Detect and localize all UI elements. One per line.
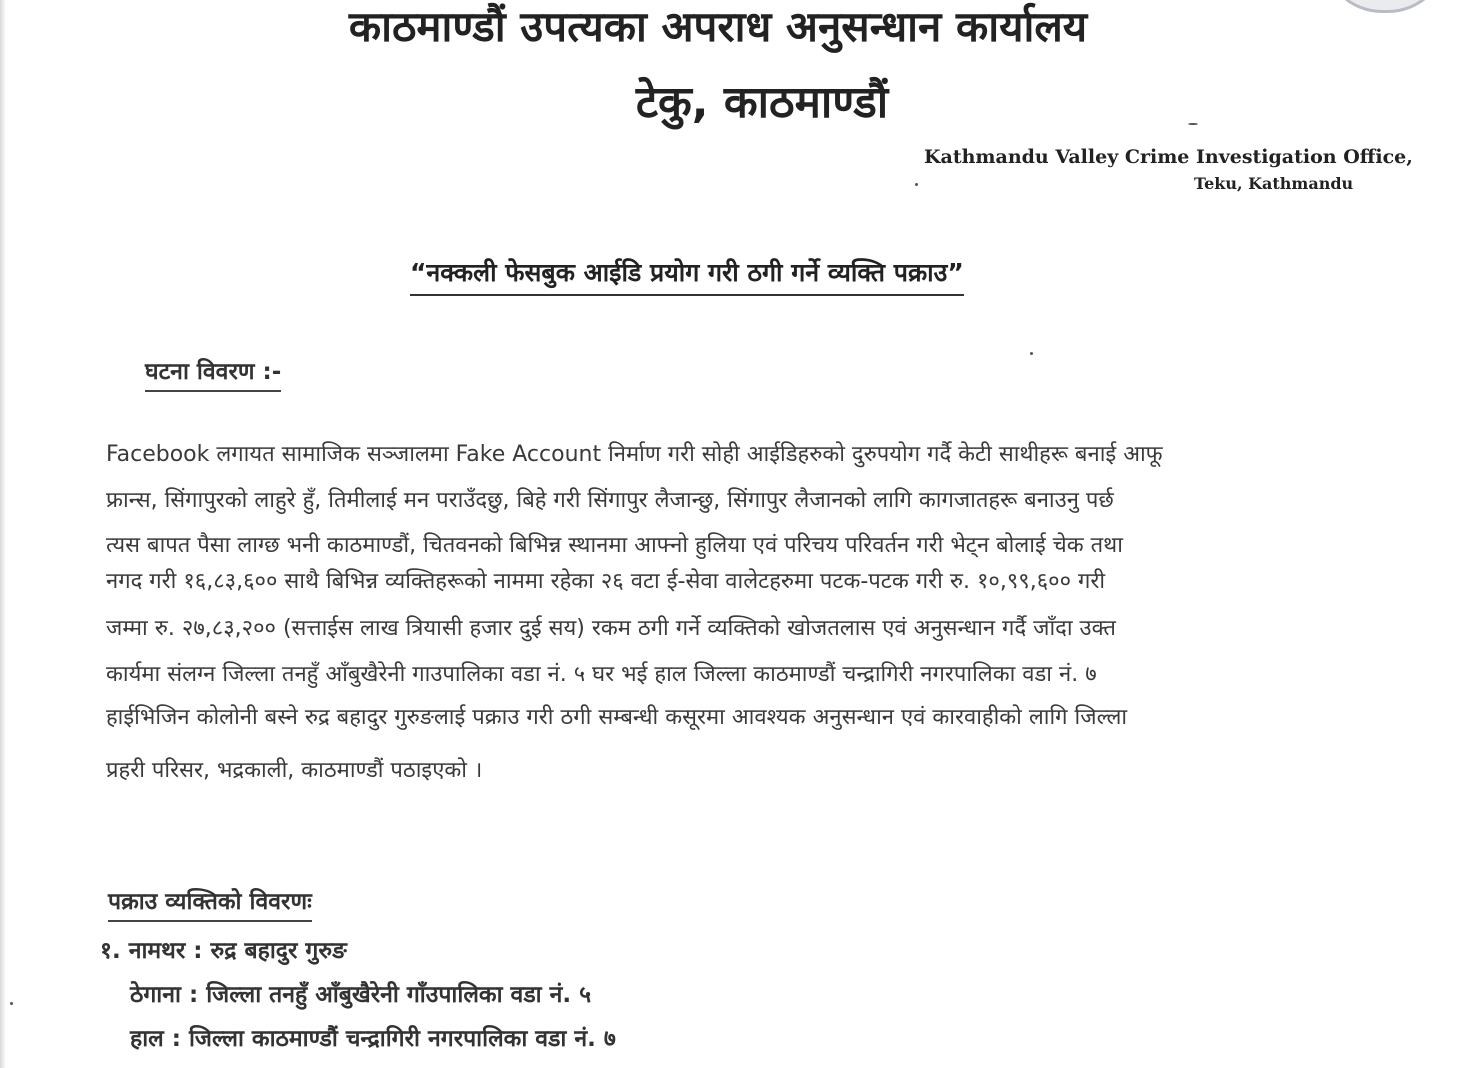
- incident-text-line: जम्मा रु. २७,८३,२०० (सत्ताईस लाख त्रियासी हजार दुई सय) रकम ठगी गर्ने व्यक्तिको खोजतलास एवं अनुसन्धान गर्दै जाँदा उक्त: [106, 616, 1116, 641]
- incident-heading: घटना विवरण :-: [145, 357, 281, 392]
- office-title-english: Kathmandu Valley Crime Investigation Office,: [924, 146, 1413, 168]
- incident-text-line: फ्रान्स, सिंगापुरको लाहुरे हुँ, तिमीलाई मन पराउँदछु, बिहे गरी सिंगापुर लैजान्छु, सिंगापुर लैजानको लागि कागजातहरू बनाउनु पर्छ: [106, 488, 1114, 513]
- scan-speck: [1030, 352, 1033, 355]
- scan-edge-shadow: [0, 0, 6, 1068]
- arrested-current-address: हाल : जिल्ला काठमाण्डौं चन्द्रागिरी नगरपालिका वडा नं. ७: [130, 1026, 616, 1052]
- incident-text-line: नगद गरी १६,८३,६०० साथै बिभिन्न व्यक्तिहरूको नाममा रहेका २६ वटा ई-सेवा वालेटहरुमा पटक-पटक गरी रु. १०,९९,६०० गरी: [106, 569, 1106, 594]
- office-location: टेकु, काठमाण्डौं: [635, 77, 889, 128]
- press-release-headline: “नक्कली फेसबुक आईडि प्रयोग गरी ठगी गर्ने व्यक्ति पक्राउ”: [410, 256, 964, 296]
- arrested-permanent-address: ठेगाना : जिल्ला तनहुँ आँबुखैरेनी गाँउपालिका वडा नं. ५: [130, 982, 592, 1008]
- incident-text-line: हाईभिजिन कोलोनी बस्ने रुद्र बहादुर गुरुङलाई पक्राउ गरी ठगी सम्बन्धी कसूरमा आवश्यक अनुसन्धान एवं कारवाहीको लागि जिल्ला: [106, 705, 1128, 730]
- arrested-name: १. नामथर : रुद्र बहादुर गुरुङ: [100, 938, 347, 964]
- incident-text-line: प्रहरी परिसर, भद्रकाली, काठमाण्डौं पठाइएको ।: [106, 758, 483, 783]
- arrested-person-heading: पक्राउ व्यक्तिको विवरणः: [108, 887, 312, 922]
- incident-text-line: Facebook लगायत सामाजिक सञ्जालमा Fake Account निर्माण गरी सोही आईडिहरुको दुरुपयोग गर्दै केटी साथीहरू बनाई आफू: [106, 442, 1163, 467]
- incident-text-line: कार्यमा संलग्न जिल्ला तनहुँ आँबुखैरेनी गाउपालिका वडा नं. ५ घर भई हाल जिल्ला काठमाण्डौं चन्द्रागिरी नगरपालिका वडा नं. ७: [106, 662, 1097, 687]
- incident-text-line: त्यस बापत पैसा लाग्छ भनी काठमाण्डौं, चितवनको बिभिन्न स्थानमा आफ्नो हुलिया एवं परिचय परिवर्तन गरी भेट्न बोलाई चेक तथा: [106, 533, 1123, 558]
- scan-speck: [1188, 123, 1198, 125]
- office-location-english: Teku, Kathmandu: [1194, 174, 1354, 193]
- scan-speck: [915, 183, 918, 186]
- scan-speck: [10, 1002, 13, 1005]
- office-title: काठमाण्डौं उपत्यका अपराध अनुसन्धान कार्यालय: [348, 2, 1088, 51]
